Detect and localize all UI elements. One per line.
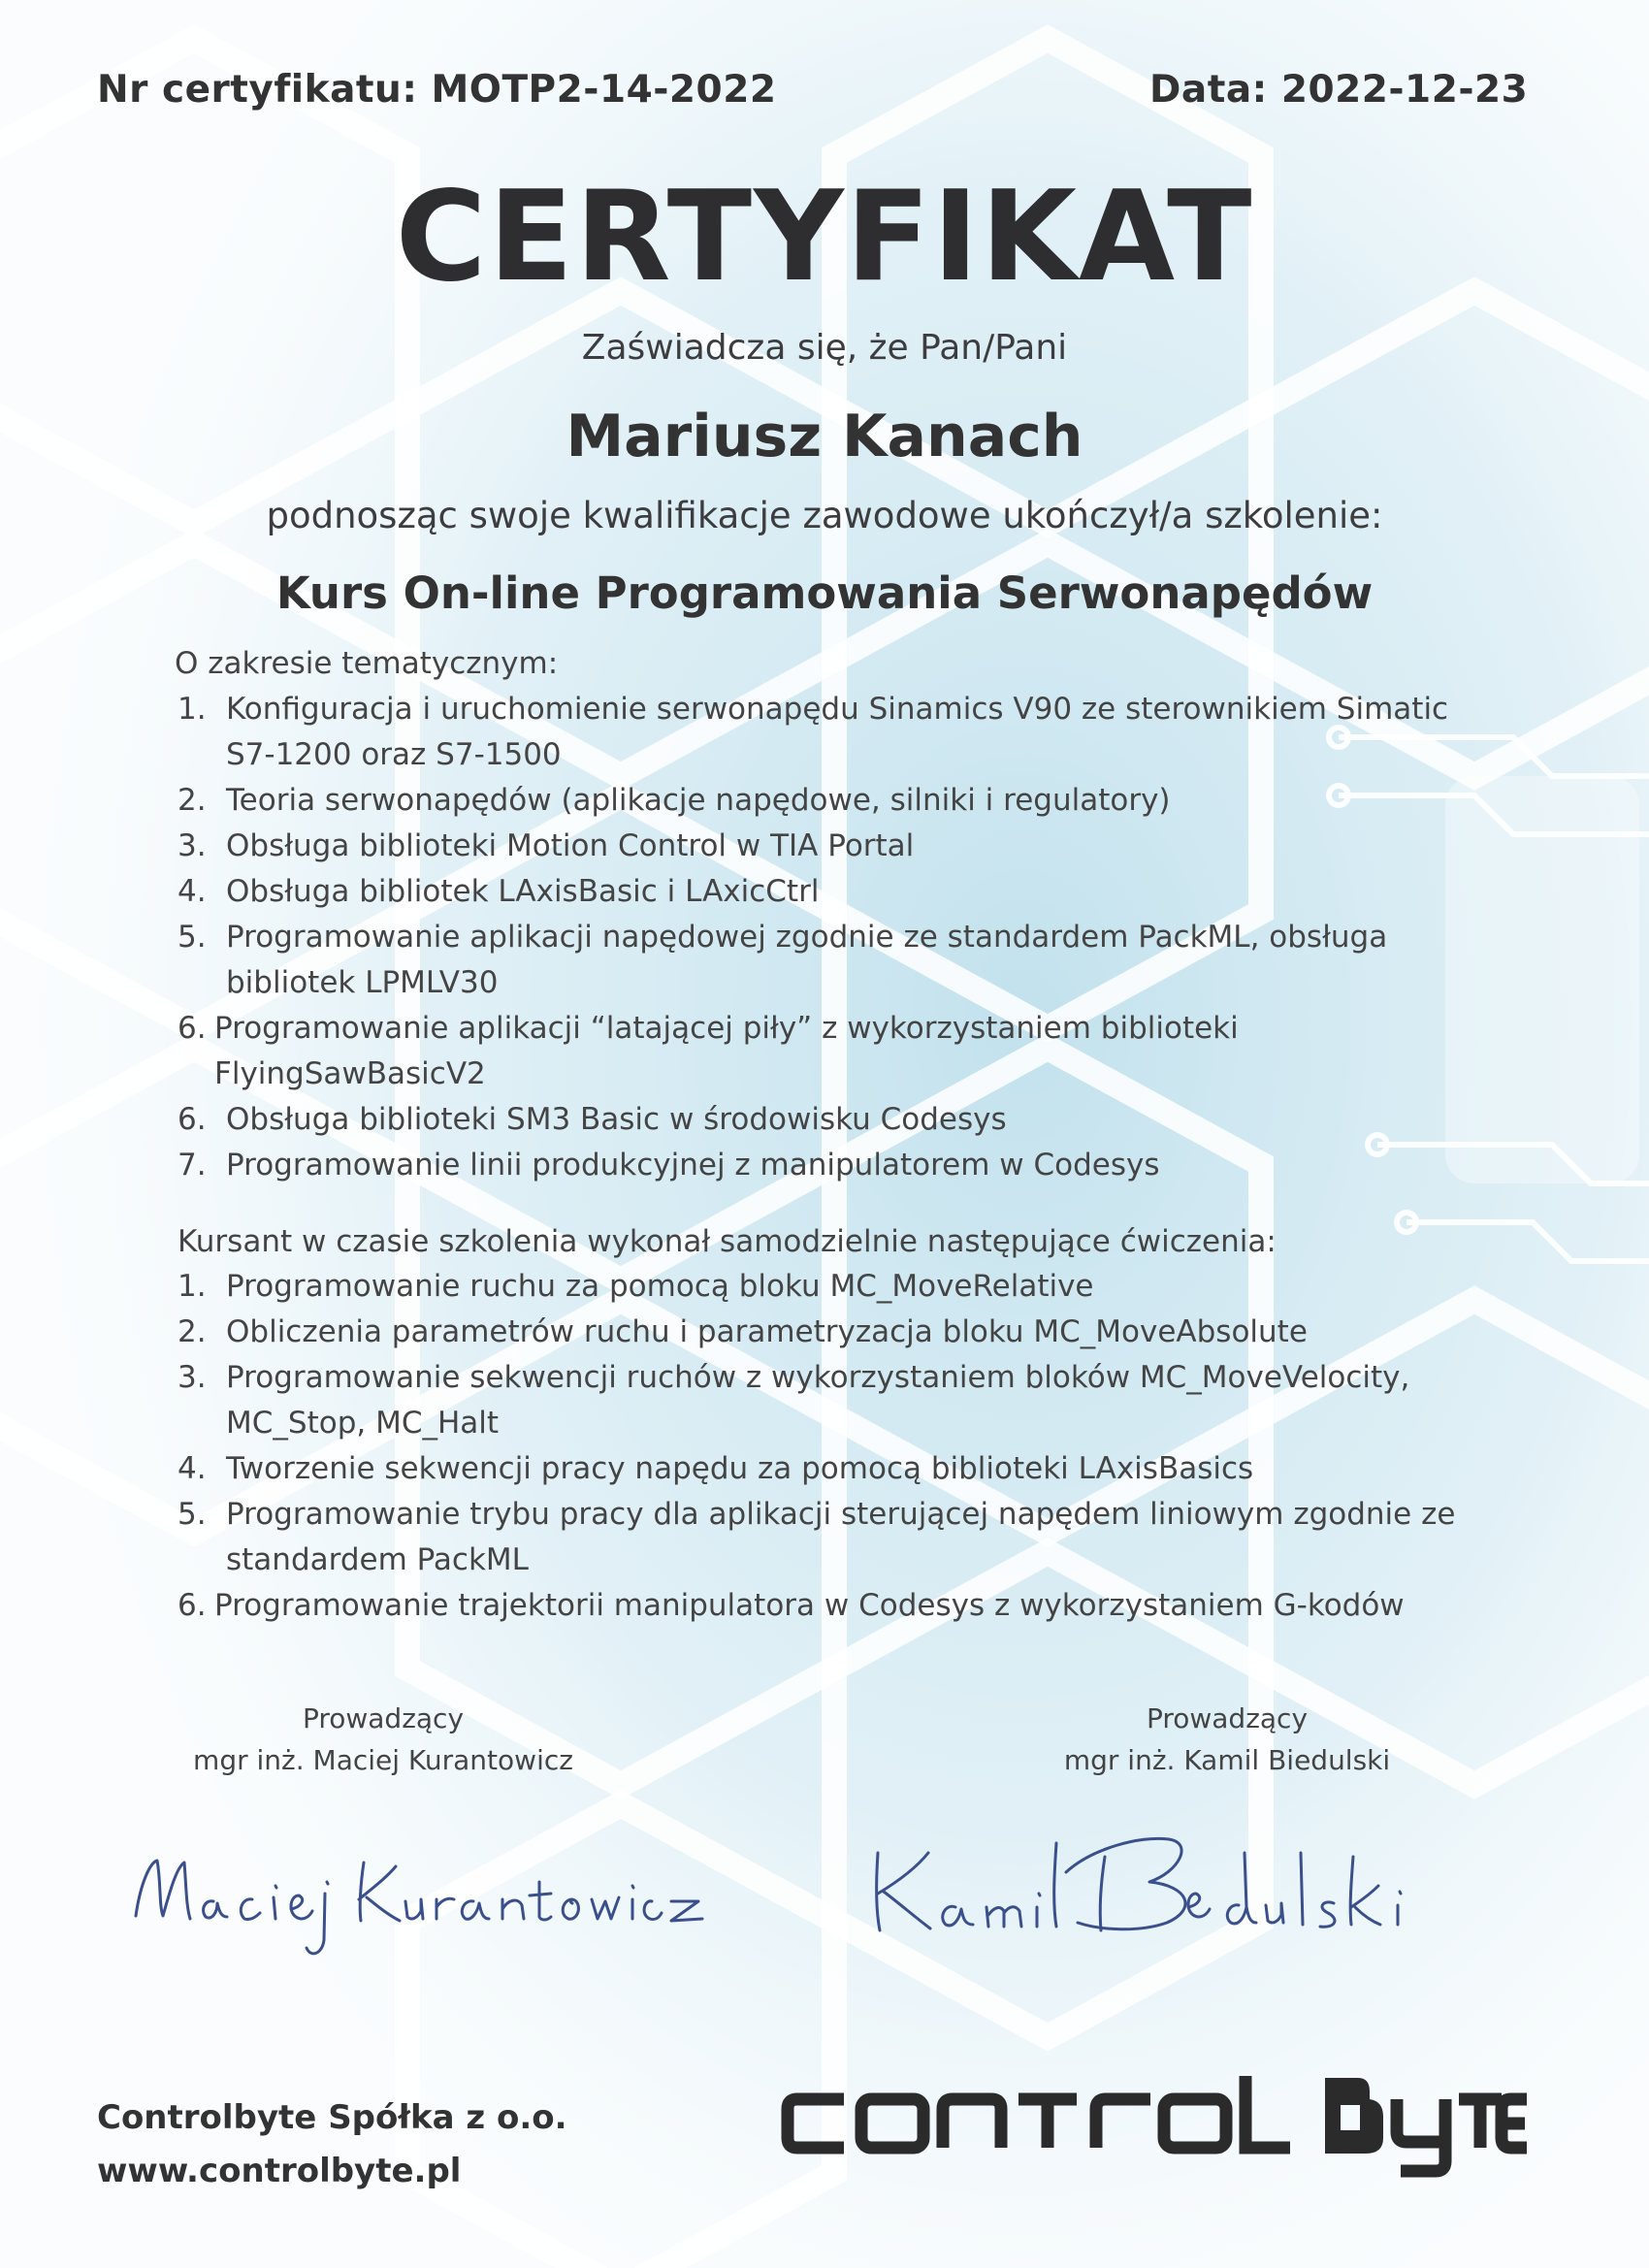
- signatory-name: mgr inż. Maciej Kurantowicz: [193, 1744, 573, 1776]
- certificate-date: Data: 2022-12-23: [1149, 68, 1529, 112]
- list-item: 6. Obsługa biblioteki SM3 Basic w środowisku Codesys: [178, 1102, 1007, 1137]
- list-item: 6. Programowanie aplikacji “latającej piły” z wykorzystaniem biblioteki FlyingSawBasicV2: [178, 1011, 1239, 1091]
- list-item: 3. Obsługa biblioteki Motion Control w TIA Portal: [178, 828, 915, 863]
- list-item: 5. Programowanie trybu pracy dla aplikacji sterującej napędem liniowym zgodnie ze standardem PackML: [178, 1497, 1456, 1577]
- controlbyte-logo: [776, 2066, 1533, 2183]
- exercises-intro: Kursant w czasie szkolenia wykonał samodzielnie następujące ćwiczenia:: [178, 1224, 1277, 1259]
- exercises-list: [178, 1264, 1536, 1629]
- completion-text: podnosząc swoje kwalifikacje zawodowe ukończył/a szkolenie:: [266, 495, 1383, 536]
- list-item: 4. Obsługa bibliotek LAxisBasic i LAxicCtrl: [178, 874, 820, 909]
- recipient-name: Mariusz Kanach: [566, 403, 1083, 470]
- company-name: Controlbyte Spółka z o.o.: [97, 2098, 567, 2137]
- scope-intro: O zakresie tematycznym:: [175, 646, 559, 681]
- signatory-role: Prowadzący: [1146, 1702, 1309, 1734]
- list-item: 1. Programowanie ruchu za pomocą bloku MC_MoveRelative: [178, 1269, 1094, 1304]
- list-item: 6. Programowanie trajektorii manipulatora w Codesys z wykorzystaniem G-kodów: [178, 1588, 1405, 1623]
- scope-list: [178, 687, 1536, 1188]
- list-item: 1. Konfiguracja i uruchomienie serwonapędu Sinamics V90 ze sterownikiem Simatic S7-1200 oraz S7-1500: [178, 692, 1449, 772]
- course-title: Kurs On-line Programowania Serwonapędów: [275, 567, 1374, 619]
- list-item: 7. Programowanie linii produkcyjnej z manipulatorem w Codesys: [178, 1148, 1160, 1183]
- signatory-left: [141, 1698, 626, 1781]
- signatory-right: [985, 1698, 1470, 1781]
- company-website: www.controlbyte.pl: [97, 2152, 462, 2190]
- lead-text: Zaświadcza się, że Pan/Pani: [581, 328, 1068, 368]
- signatory-name: mgr inż. Kamil Biedulski: [1063, 1744, 1391, 1776]
- list-item: 2. Teoria serwonapędów (aplikacje napędowe, silniki i regulatory): [178, 783, 1171, 818]
- list-item: 2. Obliczenia parametrów ruchu i parametryzacja bloku MC_MoveAbsolute: [178, 1314, 1308, 1349]
- signature-right: [858, 1814, 1479, 1979]
- certificate-number: Nr certyfikatu: MOTP2-14-2022: [97, 68, 777, 112]
- list-item: 5. Programowanie aplikacji napędowej zgodnie ze standardem PackML, obsługa bibliotek LPMLV30: [178, 920, 1388, 1000]
- signatory-role: Prowadzący: [302, 1702, 465, 1734]
- list-item: 3. Programowanie sekwencji ruchów z wykorzystaniem bloków MC_MoveVelocity, MC_Stop, MC_Halt: [178, 1360, 1410, 1441]
- signature-left: [116, 1824, 718, 1979]
- certificate-title: CERTYFIKAT: [395, 165, 1254, 309]
- list-item: 4. Tworzenie sekwencji pracy napędu za pomocą biblioteki LAxisBasics: [178, 1451, 1254, 1486]
